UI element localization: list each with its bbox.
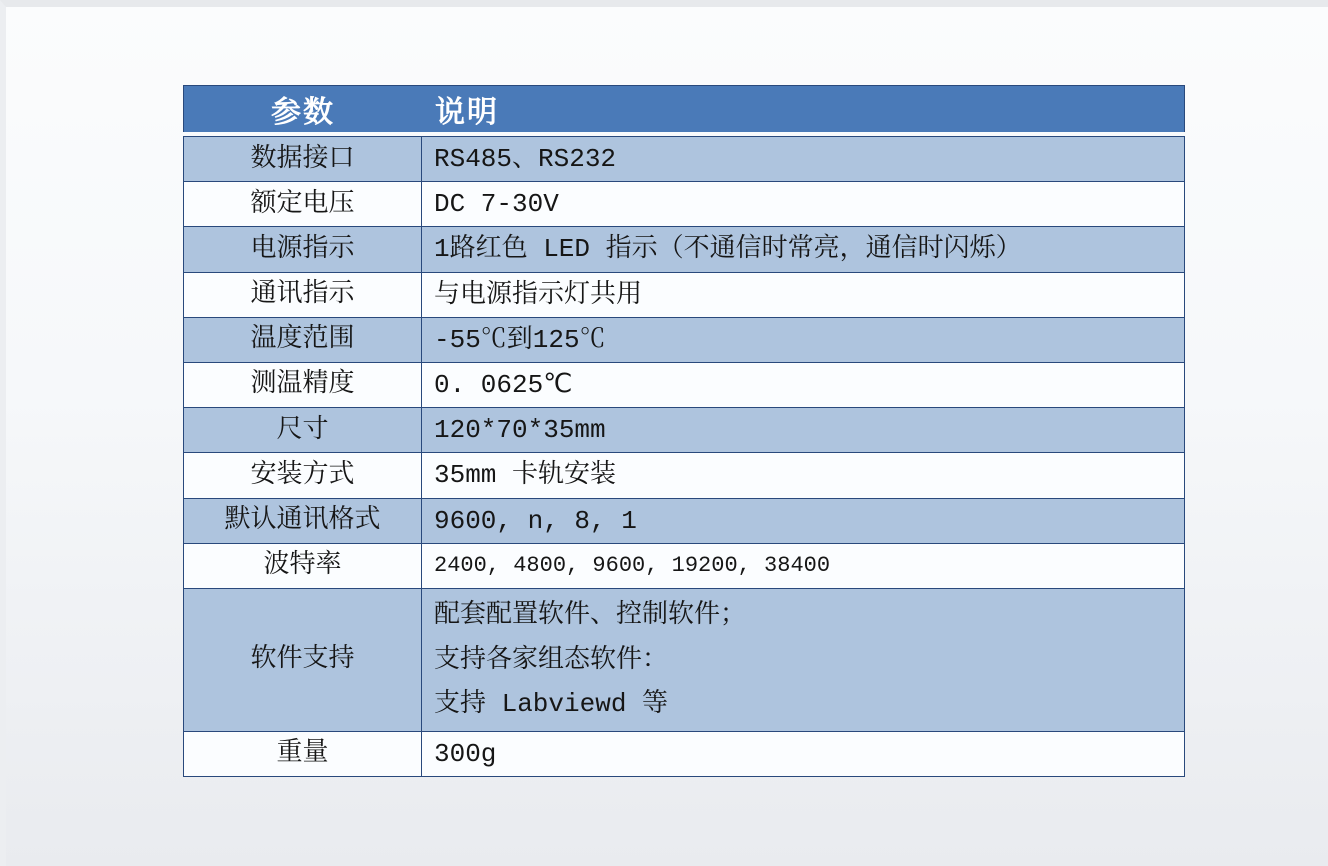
table-header xyxy=(183,85,1185,132)
param-cell: 电源指示 xyxy=(183,227,422,272)
table-row xyxy=(183,136,1185,182)
table-row xyxy=(183,363,1185,408)
desc-cell xyxy=(422,408,1185,453)
table-row xyxy=(183,544,1185,589)
desc-line: 支持各家组态软件： xyxy=(434,644,669,675)
table-row xyxy=(183,182,1185,227)
desc-line: 配套配置软件、控制软件； xyxy=(434,600,747,631)
table-row xyxy=(183,732,1185,777)
desc-line: DC 7-30V xyxy=(434,189,559,220)
table-row xyxy=(183,453,1185,498)
table-row xyxy=(183,273,1185,318)
param-cell: 温度范围 xyxy=(183,318,422,363)
table-body xyxy=(183,132,1185,777)
desc-line: 9600, n, 8, 1 xyxy=(434,505,637,536)
param-cell: 软件支持 xyxy=(183,589,422,732)
desc-cell xyxy=(422,453,1185,498)
desc-line: 与电源指示灯共用 xyxy=(434,279,643,310)
desc-cell xyxy=(422,589,1185,732)
table-row xyxy=(183,318,1185,363)
table-row xyxy=(183,227,1185,272)
param-cell: 尺寸 xyxy=(183,408,422,453)
desc-cell xyxy=(422,273,1185,318)
desc-cell xyxy=(422,544,1185,589)
desc-cell xyxy=(422,363,1185,408)
desc-cell xyxy=(422,227,1185,272)
desc-line: 1路红色 LED 指示（不通信时常亮，通信时闪烁） xyxy=(434,234,1022,265)
table-row xyxy=(183,589,1185,732)
desc-line: 支持 Labviewd 等 xyxy=(434,688,669,719)
desc-cell xyxy=(422,732,1185,777)
desc-line: 35mm 卡轨安装 xyxy=(434,460,617,491)
table-row xyxy=(183,499,1185,544)
param-cell: 安装方式 xyxy=(183,453,422,498)
param-cell: 默认通讯格式 xyxy=(183,499,422,544)
desc-line: -55℃到125℃ xyxy=(434,324,606,355)
param-cell: 重量 xyxy=(183,732,422,777)
desc-cell xyxy=(422,318,1185,363)
desc-cell xyxy=(422,182,1185,227)
param-cell: 测温精度 xyxy=(183,363,422,408)
header-cell-desc: 说明 xyxy=(422,85,1185,132)
desc-line: RS485、RS232 xyxy=(434,144,617,174)
desc-line: 0. 0625℃ xyxy=(434,369,573,400)
header-cell-param: 参数 xyxy=(183,85,422,132)
spec-table-container xyxy=(183,85,1185,777)
param-cell: 额定电压 xyxy=(183,182,422,227)
spec-table xyxy=(183,85,1185,777)
param-cell: 波特率 xyxy=(183,544,422,589)
param-cell: 通讯指示 xyxy=(183,273,422,318)
desc-cell xyxy=(422,136,1185,182)
desc-line: 120*70*35mm xyxy=(434,415,606,446)
desc-line: 2400, 4800, 9600, 19200, 38400 xyxy=(434,552,831,578)
param-cell: 数据接口 xyxy=(183,136,422,182)
desc-line: 300g xyxy=(434,738,497,769)
header-row xyxy=(183,85,1185,132)
desc-cell xyxy=(422,499,1185,544)
table-row xyxy=(183,408,1185,453)
